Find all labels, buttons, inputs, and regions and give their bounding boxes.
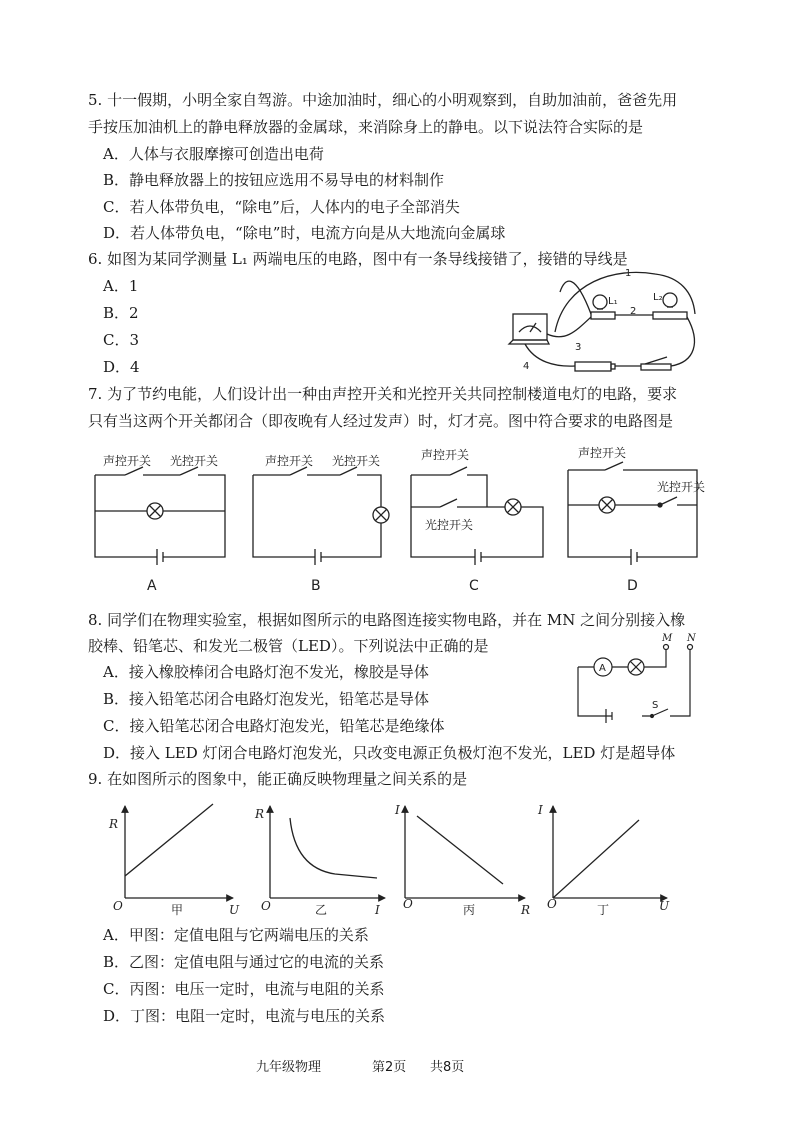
graph-jia-origin: O [113,899,123,913]
graph-bing-ylabel: I [395,803,400,817]
graph-jia [125,804,233,898]
terminal-m-label: M [662,633,673,644]
q9-option-b: B．乙图：定值电阻与通过它的电流的关系 [103,953,385,971]
graph-bing-name: 丙 [463,903,476,917]
q8-circuit-figure [572,632,702,724]
q9-graphs [105,798,685,920]
q8-option-b: B．接入铅笔芯闭合电路灯泡发光，铅笔芯是导体 [103,690,430,708]
q5-option-a: A．人体与衣服摩擦可创造出电荷 [103,145,324,163]
switch-s-label: S [652,700,659,711]
circuit-c [411,467,543,565]
graph-ding-xlabel: U [659,899,670,913]
graph-jia-name: 甲 [171,903,184,917]
graph-ding-origin: O [547,897,557,911]
q6-option-c: C．3 [103,331,140,349]
q6-wire-label-4: 4 [523,361,530,372]
q6-wire-label-3: 3 [575,342,582,353]
lamp-l1-icon [593,295,607,309]
graph-bing-origin: O [403,897,413,911]
graph-ding [553,806,667,898]
q7-circuit-diagrams [85,445,725,600]
circuit-a-light-switch-label: 光控开关 [170,454,219,468]
q6-lamp-label-l1: L₁ [608,296,618,307]
graph-yi [270,806,385,898]
graph-bing-line [417,816,503,884]
circuit-d-lamp-icon [599,497,615,513]
wire-3 [547,317,591,337]
q6-wire-label-2: 2 [630,306,637,317]
q6-lamp-label-l2: L₂ [653,292,663,303]
circuit-a-label: A [147,578,157,594]
q6-option-d: D．4 [103,358,140,376]
q6-option-a: A．1 [103,277,139,295]
circuit-d-label: D [627,578,638,594]
q9-option-c: C．丙图：电压一定时，电流与电阻的关系 [103,980,385,998]
q6-circuit-figure [505,262,705,380]
q5-option-c: C．若人体带负电，“除电”后，人体内的电子全部消失 [103,198,460,216]
graph-yi-ylabel: R [255,807,265,821]
circuit-b-light-switch-label: 光控开关 [332,454,381,468]
graph-bing [405,806,525,898]
q5-option-b: B．静电释放器上的按钮应选用不易导电的材料制作 [103,171,445,189]
graph-ding-line [553,820,639,898]
footer-subject: 九年级物理 [256,1060,322,1075]
q8-stem-line2: 胶棒、铅笔芯、和发光二极管（LED）。下列说法中正确的是 [88,637,489,655]
q5-stem-line1: 5. 十一假期，小明全家自驾游。中途加油时，细心的小明观察到，自助加油前，爸爸先用 [88,91,678,109]
circuit-a-sound-switch-label: 声控开关 [103,454,152,468]
circuit-a [95,467,225,565]
circuit-d [568,462,697,565]
battery-icon [575,362,611,371]
circuit-b [253,467,389,565]
footer-total: 共8页 [430,1060,465,1075]
q5-option-d: D．若人体带负电，“除电”时，电流方向是从大地流向金属球 [103,224,506,242]
q5-stem-line2: 手按压加油机上的静电释放器的金属球，来消除身上的静电。以下说法符合实际的是 [88,118,644,136]
wire-4 [525,344,575,366]
q8-stem-line1: 8. 同学们在物理实验室，根据如图所示的电路图连接实物电路，并在 MN 之间分别接入橡 [88,611,686,629]
footer-page: 第2页 [372,1060,407,1075]
q9-option-d: D．丁图：电阻一定时，电流与电压的关系 [103,1007,386,1025]
circuit-b-label: B [311,578,321,594]
graph-jia-ylabel: R [109,817,119,831]
circuit-c-label: C [469,578,479,594]
graph-jia-line [125,804,213,876]
graph-yi-name: 乙 [315,903,328,917]
q8-option-c: C．接入铅笔芯闭合电路灯泡发光，铅笔芯是绝缘体 [103,717,445,735]
circuit-c-light-switch-label: 光控开关 [425,518,474,532]
terminal-n-label: N [687,633,696,644]
lamp-l2-icon [663,293,677,307]
circuit-a-lamp-icon [147,503,163,519]
wire-1 [555,272,695,332]
graph-ding-ylabel: I [538,803,543,817]
switch-icon [641,364,671,370]
q7-stem-line1: 7. 为了节约电能，人们设计出一种由声控开关和光控开关共同控制楼道电灯的电路，要求 [88,385,678,403]
circuit-d-light-switch-label: 光控开关 [657,480,706,494]
q6-stem: 6. 如图为某同学测量 L₁ 两端电压的电路，图中有一条导线接错了，接错的导线是 [88,250,628,268]
graph-yi-origin: O [261,899,271,913]
graph-yi-curve [290,818,377,878]
graph-yi-xlabel: I [375,903,380,917]
q9-option-a: A．甲图：定值电阻与它两端电压的关系 [103,926,369,944]
graph-ding-name: 丁 [597,903,610,917]
circuit-b-sound-switch-label: 声控开关 [265,454,314,468]
q8-option-d: D．接入 LED 灯闭合电路灯泡发光，只改变电源正负极灯泡不发光，LED 灯是超导体 [103,744,676,762]
voltmeter-icon [513,314,547,340]
q9-stem: 9. 在如图所示的图象中，能正确反映物理量之间关系的是 [88,770,468,788]
circuit-c-lamp-icon [505,499,521,515]
q6-wire-label-1: 1 [625,268,632,279]
circuit-b-lamp-icon [373,507,389,523]
graph-bing-xlabel: R [521,903,531,917]
circuit-d-sound-switch-label: 声控开关 [578,446,627,460]
q6-option-b: B．2 [103,304,139,322]
graph-jia-xlabel: U [229,903,240,917]
circuit-c-sound-switch-label: 声控开关 [421,448,470,462]
q7-stem-line2: 只有当这两个开关都闭合（即夜晚有人经过发声）时，灯才亮。图中符合要求的电路图是 [88,412,674,430]
ammeter-label: A [599,663,606,674]
q8-option-a: A．接入橡胶棒闭合电路灯泡不发光，橡胶是导体 [103,663,429,681]
